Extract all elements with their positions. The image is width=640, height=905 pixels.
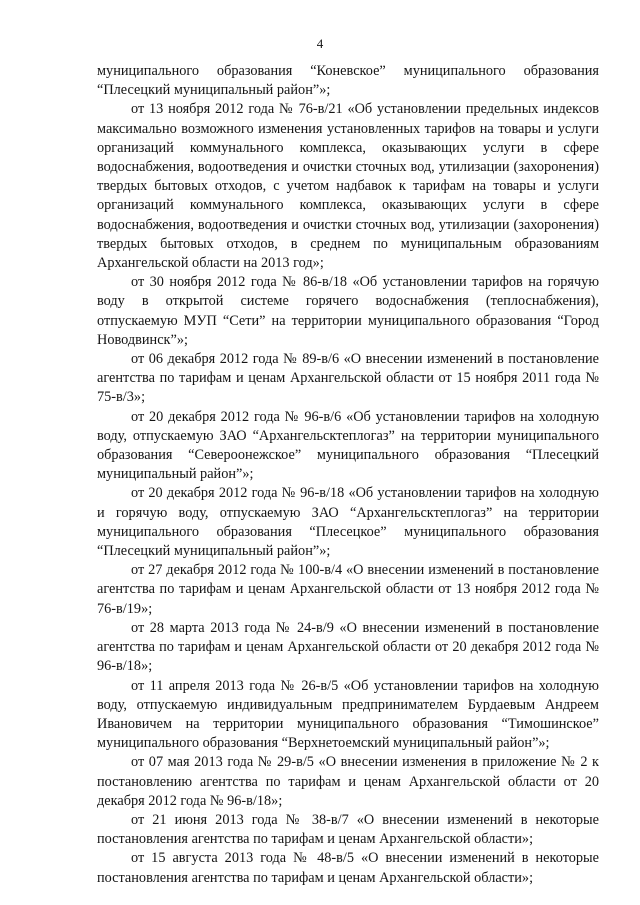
paragraph-resolution-26-v-5: от 11 апреля 2013 года № 26-в/5 «Об установлении тарифов на холодную воду, отпускаемую индивидуальным предпринимателем Бурдаевым Андреем Ивановичем на территории муниципального образования “Тимошинское” муниципального образования “Верхнетоемский муниципальный район”»; <box>97 677 599 752</box>
paragraph-resolution-89-v-6: от 06 декабря 2012 года № 89-в/6 «О внесении изменений в постановление агентства по тарифам и ценам Архангельской области от 15 ноября 2011 года № 75-в/3»; <box>97 351 599 406</box>
paragraph-continuation: муниципального образования “Коневское” муниципального образования “Плесецкий муниципальный район”»; <box>97 63 599 99</box>
paragraph-resolution-100-v-4: от 27 декабря 2012 года № 100-в/4 «О внесении изменений в постановление агентства по тарифам и ценам Архангельской области от 13 ноября 2012 года № 76-в/19»; <box>97 562 599 617</box>
paragraph-resolution-76-v-21: от 13 ноября 2012 года № 76-в/21 «Об установлении предельных индексов максимально возможного изменения установленных тарифов на товары и услуги организаций коммунального комплекса, оказывающих услуги в сфере водоснабжения, водоотведения и очистки сточных вод, утилизации (захоронения) твердых бытовых отходов, с учетом надбавок к тарифам на товары и услуги организаций коммунального комплекса, оказывающих услуги в сфере водоснабжения, водоотведения и очистки сточных вод, утилизации (захоронения) твердых бытовых отходов, в среднем по муниципальным образованиям Архангельской области на 2013 год»; <box>97 101 599 272</box>
paragraph-resolution-48-v-5: от 15 августа 2013 года № 48-в/5 «О внесении изменений в некоторые постановления агентства по тарифам и ценам Архангельской области»; <box>97 850 599 886</box>
paragraph-resolution-29-v-5: от 07 мая 2013 года № 29-в/5 «О внесении изменения в приложение № 2 к постановлению агентства по тарифам и ценам Архангельской области от 20 декабря 2012 года № 96-в/18»; <box>97 754 599 809</box>
document-body <box>97 62 599 888</box>
paragraph-resolution-38-v-7: от 21 июня 2013 года № 38-в/7 «О внесении изменений в некоторые постановления агентства по тарифам и ценам Архангельской области»; <box>97 811 599 848</box>
paragraph-resolution-24-v-9: от 28 марта 2013 года № 24-в/9 «О внесении изменений в постановление агентства по тарифам и ценам Архангельской области от 20 декабря 2012 года № 96-в/18»; <box>97 619 599 675</box>
page-number: 4 <box>316 36 324 51</box>
paragraph-resolution-96-v-18: от 20 декабря 2012 года № 96-в/18 «Об установлении тарифов на холодную и горячую воду, отпускаемую ЗАО “Архангельсктеплогаз” на территории муниципального образования “Плесецкое” муниципального образования “Плесецкий муниципальный район”»; <box>97 485 599 560</box>
paragraph-resolution-86-v-18: от 30 ноября 2012 года № 86-в/18 «Об установлении тарифов на горячую воду в открытой системе горячего водоснабжения (теплоснабжения), отпускаемую МУП “Сети” на территории муниципального образования “Город Новодвинск”»; <box>97 274 599 348</box>
paragraph-resolution-96-v-6: от 20 декабря 2012 года № 96-в/6 «Об установлении тарифов на холодную воду, отпускаемую ЗАО “Архангельсктеплогаз” на территории муниципального образования “Североонежское” муниципального образования “Плесецкий муниципальный район”»; <box>97 408 599 483</box>
